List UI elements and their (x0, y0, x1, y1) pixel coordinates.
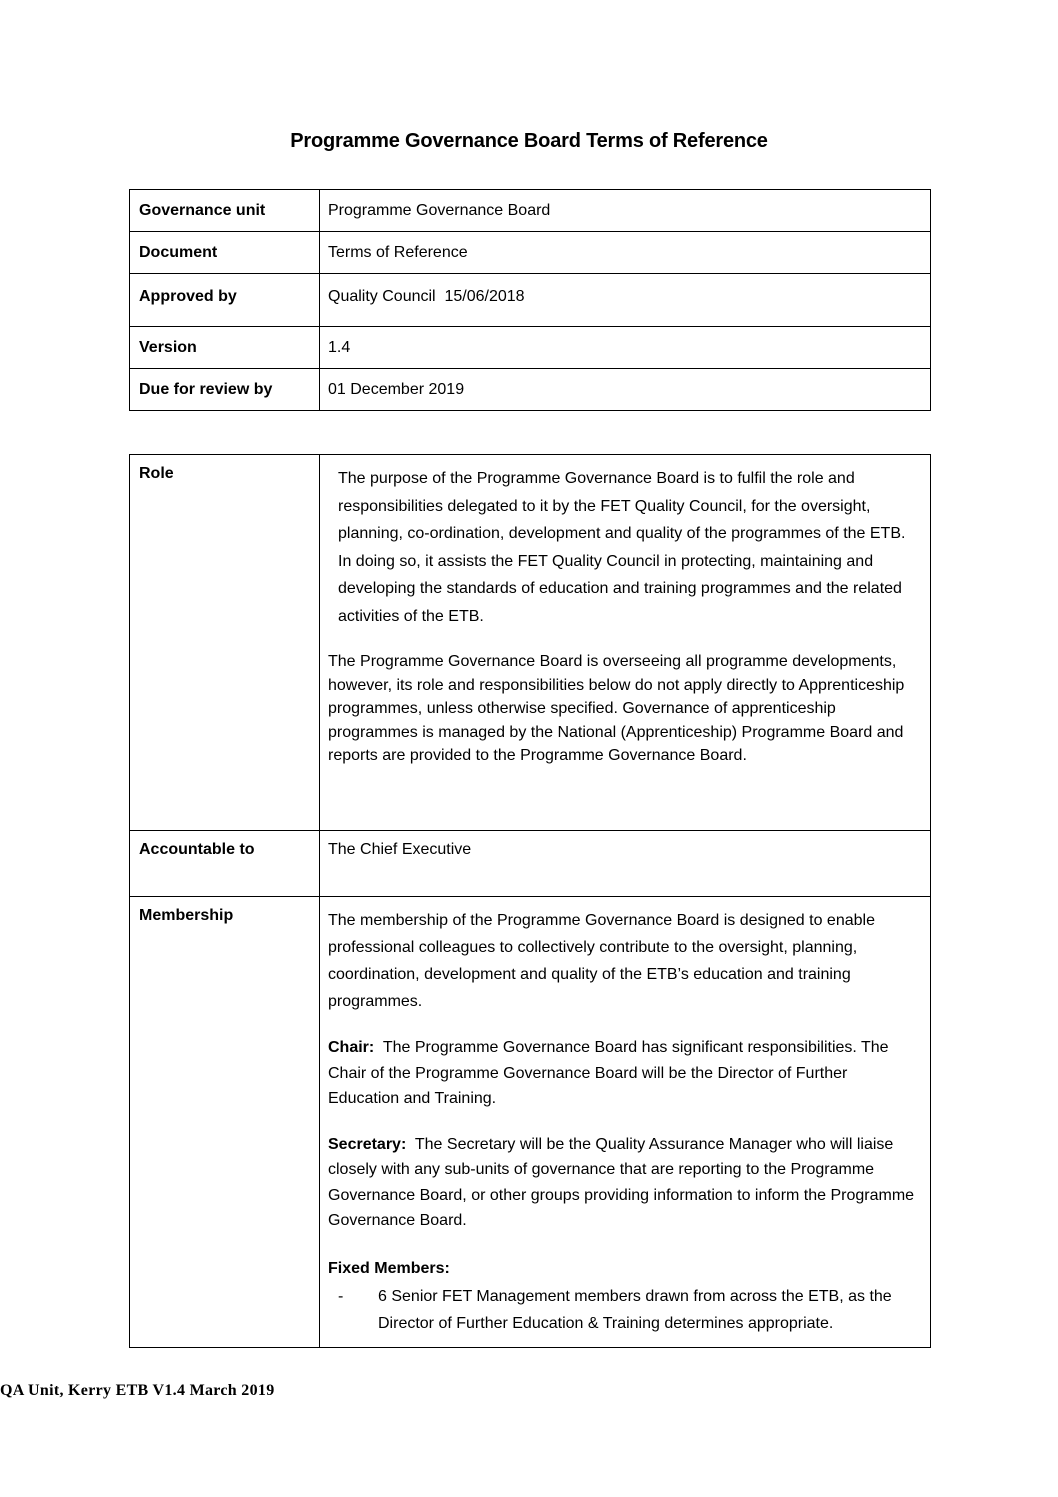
role-content (320, 455, 931, 831)
membership-intro: The membership of the Programme Governance Board is designed to enable professional colleagues to collectively contribute to the oversight, planning, coordination, development and quality of the ETB’s education and training programmes. (328, 912, 875, 1010)
terms-of-reference-table (129, 454, 931, 1348)
bullet-dash: - (338, 1287, 344, 1305)
fixed-members-heading: Fixed Members: (328, 1259, 450, 1277)
fixed-member-text: 6 Senior FET Management members drawn from across the ETB, as the Director of Further Education & Training determines appropriate. (378, 1287, 892, 1332)
membership-content (320, 897, 931, 1348)
info-label: Approved by (130, 274, 320, 327)
accountable-value: The Chief Executive (320, 831, 931, 897)
document-info-table (129, 189, 931, 411)
role-purpose-paragraph: The purpose of the Programme Governance Board is to fulfil the role and responsibilities delegated to it by the FET Quality Council, for the oversight, planning, co-ordination, development and quality of the programmes of the ETB. In doing so, it assists the FET Quality Council in protecting, maintaining and developing the standards of education and training programmes and the related activities of the ETB. (338, 470, 906, 625)
chair-paragraph (328, 1035, 922, 1112)
info-value: Programme Governance Board (320, 190, 931, 232)
chair-label: Chair: (328, 1039, 375, 1056)
info-value: 01 December 2019 (320, 369, 931, 411)
secretary-label: Secretary: (328, 1135, 407, 1153)
accountable-row (130, 831, 931, 897)
info-value: 1.4 (320, 327, 931, 369)
info-label: Due for review by (130, 369, 320, 411)
info-label: Version (130, 327, 320, 369)
page-title: Programme Governance Board Terms of Reference (290, 130, 768, 152)
info-value: Quality Council 15/06/2018 (320, 274, 931, 327)
info-row-document (130, 232, 931, 274)
membership-label: Membership (130, 897, 320, 1348)
info-value: Terms of Reference (320, 232, 931, 274)
info-row-governance-unit (130, 190, 931, 232)
role-apprenticeship-paragraph: The Programme Governance Board is overseeing all programme developments, however, its role and responsibilities below do not apply directly to Apprenticeship programmes, unless otherwise specified. Governance of apprenticeship programmes is managed by the National (Apprenticeship) Programme Board and reports are provided to the Programme Governance Board. (328, 653, 905, 764)
info-row-review-date (130, 369, 931, 411)
info-row-version (130, 327, 931, 369)
chair-text: The Programme Governance Board has significant responsibilities. The Chair of the Programme Governance Board will be the Director of Further Education and Training. (328, 1039, 894, 1107)
page-footer: QA Unit, Kerry ETB V1.4 March 2019 (0, 1382, 275, 1399)
secretary-text: The Secretary will be the Quality Assurance Manager who will liaise closely with any sub-units of governance that are reporting to the Programme Governance Board, or other groups providing information to inform the Programme Governance Board. (328, 1135, 919, 1229)
info-row-approved-by (130, 274, 931, 327)
role-row (130, 455, 931, 831)
info-label: Governance unit (130, 190, 320, 232)
membership-row (130, 897, 931, 1348)
accountable-label: Accountable to (130, 831, 320, 897)
fixed-member-item (328, 1283, 922, 1337)
role-label: Role (130, 455, 320, 831)
secretary-paragraph (328, 1132, 922, 1234)
info-label: Document (130, 232, 320, 274)
